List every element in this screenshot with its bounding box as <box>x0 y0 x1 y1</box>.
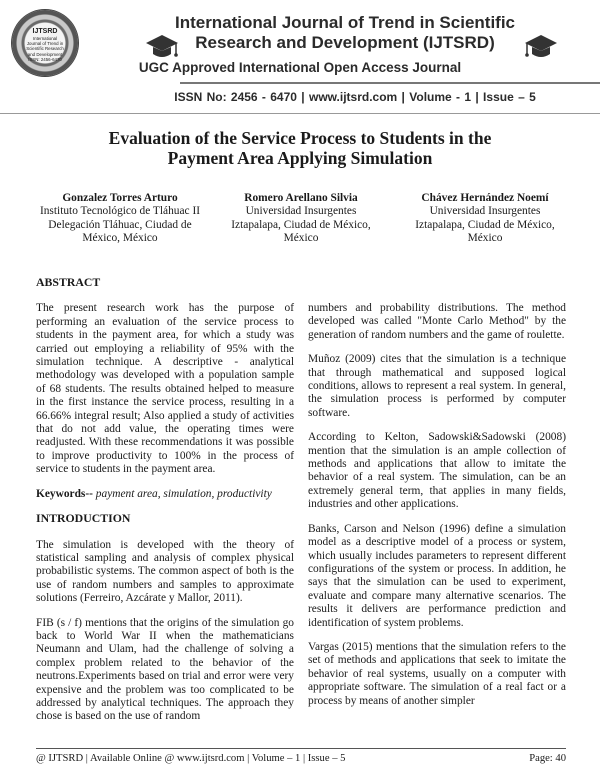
logo-text-main: IJTSRD <box>32 28 58 35</box>
paper-title-line-2: Payment Area Applying Simulation <box>167 148 433 168</box>
page-number: Page: 40 <box>529 753 566 764</box>
paragraph: The simulation is developed with the theory of statistical sampling and analysis of complex physical probabilistic systems. The common aspect of both is the use of random numbers and samples to approximate solutions (Ferreiro, Azcárate y Mallor, 2011). <box>36 538 294 605</box>
author-name: Gonzalez Torres Arturo <box>62 192 178 204</box>
author-affiliation: México <box>467 232 503 245</box>
logo-text-sub: International Journal of Trend in Scientific Research and Development <box>26 36 64 57</box>
author-name: Chávez Hernández Noemí <box>421 192 549 204</box>
footer-source: @ IJTSRD | Available Online @ www.ijtsrd.com | Volume – 1 | Issue – 5 <box>36 753 346 764</box>
footer-rule <box>36 748 566 749</box>
author-affiliation: Iztapalapa, Ciudad de México, <box>415 218 555 231</box>
paragraph: Banks, Carson and Nelson (1996) define a simulation model as a descriptive model of a process or system, which usually includes parameters to represent different configurations of the system or process. In addition, he says that the simulation can be used to experiment, evaluate and compare many alternative scenarios. The results it delivers are performance prediction and identification of system problems. <box>308 522 566 629</box>
paper-title-line-1: Evaluation of the Service Process to Students in the <box>108 128 492 148</box>
paragraph: numbers and probability distributions. The method developed was called "Monte Carlo Method" by the generation of random numbers and the game of roulette. <box>308 302 566 341</box>
paragraph: FIB (s / f) mentions that the origins of the simulation go back to World War II when the mathematicians Neumann and Ulam, had the challenge of solving a complex problem related to the behavior of the neutrons.Experiments based on trial and error were very expensive and the problem was too complicated to be addressed by analytical techniques. The approach they chose is based on the use of random <box>36 616 294 723</box>
author-affiliation: Iztapalapa, Ciudad de México, <box>231 218 371 231</box>
right-column <box>308 302 566 719</box>
banner-divider <box>180 82 600 84</box>
paragraph: Vargas (2015) mentions that the simulation refers to the set of methods and applications that seek to imitate the behavior of real systems, usually on a computer with appropriate software. The simulation of a real fact or a process by means of another simpler <box>308 640 566 707</box>
author-affiliation: Universidad Insurgentes <box>245 205 357 218</box>
logo-text-issn: ISSN: 2456-6470 <box>28 56 62 62</box>
introduction-heading: INTRODUCTION <box>36 511 131 526</box>
keywords-value: payment area, simulation, productivity <box>92 487 272 500</box>
paragraph: According to Kelton, Sadowski&Sadowski (2008) mention that the simulation is an ample collection of methods and applications that allow to imitate the behavior of a real system. The simulation, can be an extremely general term, that applies in many fields, industries and other applications. <box>308 431 566 511</box>
author-affiliation: México, México <box>82 232 158 245</box>
author-name: Romero Arellano Silvia <box>244 192 358 204</box>
journal-title-line-1: International Journal of Trend in Scientific <box>174 13 516 32</box>
keywords-label: Keywords-- <box>36 487 93 500</box>
left-column <box>36 276 294 735</box>
abstract-heading: ABSTRACT <box>36 275 101 289</box>
paper-title <box>40 128 560 168</box>
keywords-line <box>36 488 294 501</box>
author-block <box>32 192 208 246</box>
author-affiliation: México <box>283 232 319 245</box>
author-block <box>395 192 575 246</box>
ugc-approval: UGC Approved International Open Access Journal <box>138 60 462 75</box>
author-affiliation: Universidad Insurgentes <box>429 205 541 218</box>
banner-bottom-rule <box>0 113 600 114</box>
abstract-text: The present research work has the purpose of performing an evaluation of the service process to students in the payment area, for which a study was carried out employing a reliability of 95% with the simulation technique. A descriptive - analytical methodology was developed with a population sample of 68 students. The results obtained helped to measure in the first instance the service process, resulting in a 66.66% integral result; Also applied a study of activities that do not add value, the operating times were readjusted. With these recommendations it was possible to improve productivity to 100% in the process of service to students in the payment area. <box>36 302 294 476</box>
paragraph: Muñoz (2009) cites that the simulation is a technique that through mathematical and supposed logical conditions, allows to represent a real system. In general, the simulation process is performed by computer software. <box>308 353 566 419</box>
journal-title-line-2: Research and Development (IJTSRD) <box>195 33 495 52</box>
author-affiliation: Delegación Tláhuac, Ciudad de <box>48 218 192 231</box>
issn-line: ISSN No: 2456 - 6470 | www.ijtsrd.com | Volume - 1 | Issue – 5 <box>174 90 536 104</box>
author-block <box>216 192 386 246</box>
journal-banner <box>0 0 600 118</box>
author-affiliation: Instituto Tecnológico de Tláhuac II <box>39 205 201 218</box>
